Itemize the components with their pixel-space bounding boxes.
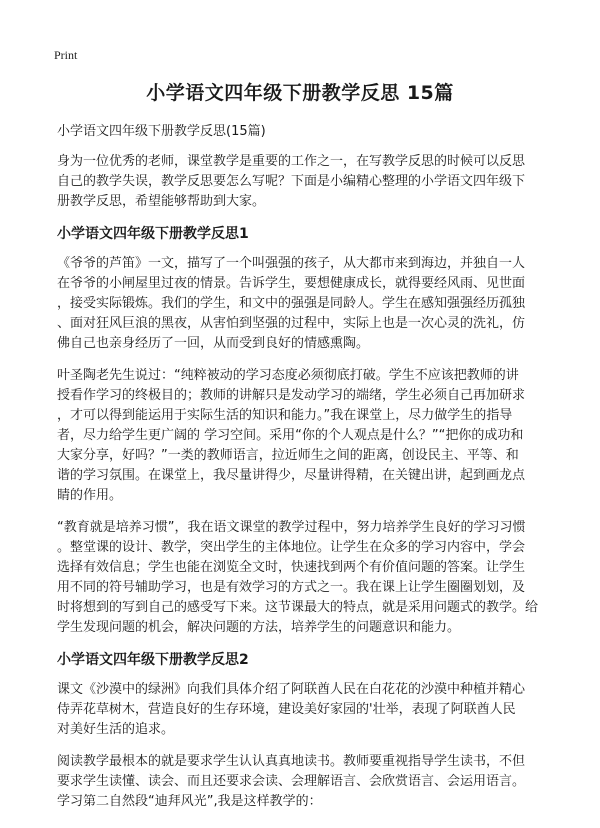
document-title: 小学语文四年级下册教学反思 15篇 (146, 82, 454, 104)
print-label: Print (54, 48, 78, 62)
document-body (57, 122, 549, 812)
text-line: 叶圣陶老先生说过：“纯粹被动的学习态度必须彻底打破。学生不应该把教师的讲 (57, 368, 519, 383)
text-line: 在爷爷的小闸屋里过夜的情景。告诉学生，要想健康成长，就得要经风雨、见世面 (57, 276, 526, 291)
text-line: 。整堂课的设计、教学，突出学生的主体地位。让学生在众多的学习内容中，学会 (57, 540, 526, 555)
text-line: 要求学生读懂、读会、而且还要求会读、会理解语言、会欣赏语言、会运用语言。 (57, 774, 526, 789)
text-line: 佛自己也亲身经历了一回，从而受到良好的情感熏陶。 (57, 336, 370, 351)
text-line: 大家分享，好吗？”一类的教师语言，拉近师生之间的距离，创设民主、平等、和 (57, 448, 519, 463)
intro-paragraph (57, 152, 549, 212)
text-line: 对美好生活的追求。 (57, 722, 175, 737)
text-line: 学习第二自然段“迪拜风光”,我是这样教学的： (57, 794, 322, 809)
text-line: 册教学反思，希望能够帮助到大家。 (57, 194, 266, 209)
text-line: 自己的教学失误，教学反思要怎么写呢？下面是小编精心整理的小学语文四年级下 (57, 174, 526, 189)
text-line: 用不同的符号辅助学习，也是有效学习的方式之一。我在课上让学生圈圈划划，及 (57, 580, 526, 595)
text-line: 选择有效信息；学生也能在浏览全文时，快速找到两个有价值问题的答案。让学生 (57, 560, 526, 575)
text-line: 阅读教学最根本的就是要求学生认认真真地读书。教师要重视指导学生读书，不但 (57, 754, 526, 769)
text-line: 课文《沙漠中的绿洲》向我们具体介绍了阿联酋人民在白花花的沙漠中种植并精心 (57, 682, 526, 697)
section-2-paragraph-2 (57, 752, 549, 812)
text-line: 者，尽力给学生更广阔的 学习空间。采用“你的个人观点是什么？”“把你的成功和 (57, 428, 524, 443)
text-line: 授看作学习的终极目的；教师的讲解只是发动学习的端绪，学生必须自己再加研求 (57, 388, 526, 403)
text-line: 时将想到的写到自己的感受写下来。这节课最大的特点，就是采用问题式的教学。给 (57, 600, 539, 615)
text-line: 身为一位优秀的老师，课堂教学是重要的工作之一，在写教学反思的时候可以反思 (57, 154, 526, 169)
text-line: “教育就是培养习惯”，我在语文课堂的教学过程中，努力培养学生良好的学习习惯 (57, 520, 526, 535)
section-1-heading: 小学语文四年级下册教学反思1 (57, 226, 249, 242)
text-line: ，才可以得到能运用于实际生活的知识和能力。”我在课堂上，尽力做学生的指导 (57, 408, 513, 423)
text-line: 学生发现问题的机会，解决问题的方法，培养学生的问题意识和能力。 (57, 620, 461, 635)
text-line: 侍弄花草树木，营造良好的生存环境，建设美好家园的'壮举，表现了阿联酋人民 (57, 702, 516, 717)
text-line: 、面对狂风巨浪的黑夜，从害怕到坚强的过程中，实际上也是一次心灵的洗礼，仿 (57, 316, 526, 331)
document-subtitle: 小学语文四年级下册教学反思(15篇) (57, 124, 266, 139)
section-1-paragraph-3 (57, 518, 549, 638)
section-2-paragraph-1 (57, 680, 549, 740)
text-line: 《爷爷的芦笛》一文，描写了一个叫强强的孩子，从大都市来到海边，并独自一人 (57, 256, 526, 271)
section-1-paragraph-1 (57, 254, 549, 354)
section-2-heading: 小学语文四年级下册教学反思2 (57, 652, 249, 668)
text-line: 睛的作用。 (57, 488, 123, 503)
text-line: 谐的学习氛围。在课堂上，我尽量讲得少，尽量讲得精，在关键出讲，起到画龙点 (57, 468, 526, 483)
text-line: ，接受实际锻炼。我们的学生，和文中的强强是同龄人。学生在感知强强经历孤独 (57, 296, 526, 311)
section-1-paragraph-2 (57, 366, 549, 506)
